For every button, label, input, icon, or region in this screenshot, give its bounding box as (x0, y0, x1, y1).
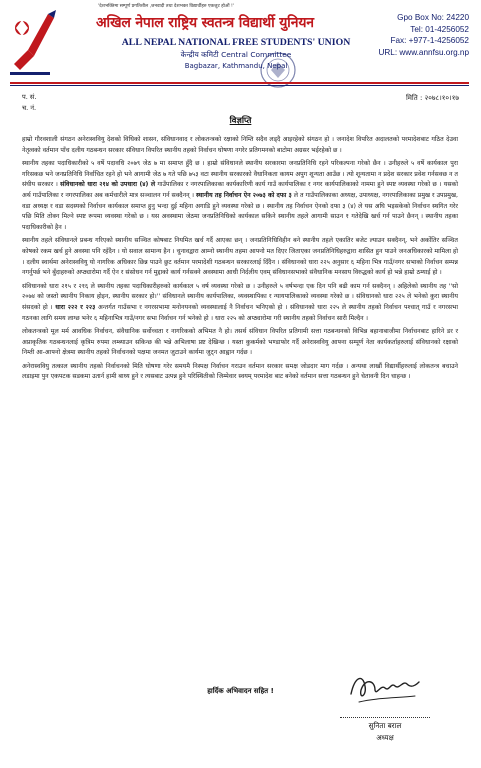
contact-block (349, 12, 469, 58)
telephone: Tel: 01-4256052 (410, 24, 469, 34)
document-heading: विज्ञप्ति (229, 115, 252, 125)
date-value: २०७८।१०।१७ (424, 94, 459, 102)
paragraph-2-part-c: गाउँपालिका र नगरपालिकाका कार्यकारिणी कार्य गाउँ कार्यपालिका र नगर कार्यपालिकाको नाममा हुने स्पष्ट व्यवस्था गरेको छ । यसको अर्थ गाउँपालिका र नगरपालिका अब कर्मचारीले मात्र सञ्चालन गर्न सक्दैनन् । (22, 181, 458, 199)
document-body (22, 135, 458, 386)
paragraph-1: हाम्रो गौरवशाली संगठन अनेरास्ववियु देशको विधिको शासन, संविधानवाद र लोकतन्त्रको रक्षाको निम्ति सदैव लड्दै आइरहेको संगठन हो । जनादेश विपरित अदालतको परमादेशबाट गठित देउवा नेतृत्वको वर्तमान पाँच दलीय गठबन्धन सरकार संविधान विपरित स्थानीय तहको निर्वाचन घोषणा नगरेर प्रतिगमनको बाटोमा अग्रसर भईरहेको छ । (22, 136, 458, 154)
paragraph-6: अनेरास्ववियु तत्काल स्थानीय तहको निर्वाचनको मिति घोषणा गरेर समयमै निस्पक्ष निर्वाचन गराउन वर्तमान सरकार समक्ष जोडदार माग गर्दछ । अन्यथा लाखौं विद्यार्थीहरुलाई लोकतन्त्र बचाउने लडाइमा पुन एकपटक सडकमा उतार्न हामी बाध्य हुने र त्यसबाट उत्पन्न हुने परिस्थितीको जिम्मेवार स्वयम् परमादेश बाट बनेको वर्तमान सत्ता गठबन्धन हुने चेतावनी दिन चाहन्छ । (22, 362, 458, 381)
paragraph-4-emphasis: धारा २२२ र २२३ (55, 303, 96, 311)
fax: Fax: +977-1-4256052 (390, 36, 469, 46)
reference-block (22, 92, 37, 114)
paragraph-2-part-a: स्थानीय तहका पदाधिकारीको ५ वर्षे पदावधि २०७९ जेठ ७ मा समाप्त हुँदै छ । हाम्रो संविधानले स्थानीय सरकारमा जनप्रतिनिधि रहने परिकल्पना गरेको छैन । उनीहरुले ५ वर्षे कार्यकाल पुरा गरिसकछ भने जनप्रतिनिधि निर्वाचित रहने हो भने आगामी जेठ ७ गते पछि ७५३ वटा स्थानीय सरकारको वैधानिकता कायम अपुग शून्यता आउँछ । त्यो शून्यतामा न प्रदेश सरकार प्रवेश गर्नसक्छ न त संघीय सरकार । (22, 160, 458, 189)
website-url: URL: www.annfsu.org.np (378, 47, 469, 57)
closing-greeting: हार्दिक अभिवादन सहित ! (207, 687, 274, 695)
patra-sankhya-label: प. सं. (22, 93, 37, 101)
po-box: Gpo Box No: 24220 (397, 13, 469, 22)
signature-line (340, 717, 430, 718)
paragraph-4-part-c: अन्तर्गत गाउँसभा र नगरसभामा मनोनयनको व्यवस्थालाई नै निर्वाचन भनिएको हो । संविधानको धारा २२५ ले स्थानीय तहको निर्वाचन पश्चात् गाउँ र नगरसभा गठनका लागि समय लाग्छ भनेर ६ महिनाभित्र गाउँ/नगर सभा निर्वाचन गर्न भनेको हो । धारा २२५ को अप्ठ्यारोमा गरी स्थानीय तहको निर्वाचन सारी मिल्दैन । (22, 303, 458, 322)
date-label: मिति : (405, 94, 423, 102)
org-name-nepali: अखिल नेपाल राष्ट्रिय स्वतन्त्र विद्यार्थी युनियन (96, 15, 314, 31)
paragraph-4 (22, 282, 458, 324)
signer-title: अध्यक्ष (376, 733, 394, 742)
letterhead-motto: 'देशभक्तिमा सम्पूर्ण प्रगतिशील ,जनवादी तथा देशभक्त विद्यार्थीहरु एकजुट होऔं !' (98, 4, 235, 9)
chalani-label: च. नं. (22, 104, 37, 112)
letterhead-divider-red (10, 82, 469, 84)
date-line (406, 94, 459, 103)
signer-name: सुनिता बराल (368, 721, 402, 730)
letterhead-divider-blue (10, 85, 469, 86)
office-stamp-icon (258, 50, 298, 90)
paragraph-2-emphasis-d: स्थानीय तह निर्वाचन ऐन २०७३ को दफा ३ (195, 191, 292, 199)
paragraph-4-part-a: संविधानको धारा २१५ र २१६ ले स्थानीय तहका पदाधिकारीहरुको कार्यकाल ५ वर्ष व्यवस्था गरेको छ । उनीहरुले ५ वर्षभन्दा एक दिन पनि बढी काम गर्न सक्दैनन् । अहिलेको स्थानीय तह ''सो २०७४ को जस्तो स्थानीय निकाय होइन, स्थानीय सरकार हो।'' संविधानले स्थानीय कार्यपालिका, व्यवस्थापिका र न्यायपालिकाको व्यवस्था गरेको छ । संविधानको धारा २२५ ले भनेको कुरा स्थानीय संसदको हो । (22, 282, 458, 311)
paragraph-2-emphasis-a: संविधानको धारा २१४ को उपधारा (४) ले (60, 181, 156, 189)
org-name-english: ALL NEPAL NATIONAL FREE STUDENTS' UNION (121, 37, 351, 48)
signature-icon (345, 664, 423, 710)
address-line: Bagbazar, Kathmandu, Nepal (184, 62, 288, 70)
paragraph-5: लोकतन्त्रको मूल मर्म आवधिक निर्वाचन, संवैधानिक सर्वोच्चता र नागरिकको अभिमत नै हो। तसर्थ संविधान विपरित प्रतिगामी सत्ता गठबन्धनको विभिन्न बहानाबाजीमा निर्वाचनबाट हारिने डर र अप्राकृतिक गठबन्धनलाई कृत्रिम रुपमा लम्ब्याउन सकिन्छ की भन्ने अभिलाषा प्रष्ट देखिन्छ । यस्ता कुकर्मको भण्डाफोर गर्दै अनेरास्ववियु आफ्ना सम्पूर्ण नेता कार्यकर्ताहरुलाई संविधानको रक्षाको निम्ती आ-आफ्नो क्षेत्रमा स्थानीय तहको निर्वाचनको पक्षमा जनमत जुटाउने कार्यमा जुट्न आह्वान गर्दछ । (22, 328, 458, 357)
union-logo-icon (4, 6, 60, 78)
paragraph-3: स्थानीय तहले संविधानले प्रबन्ध गरिएको स्थानीय सञ्चित कोषबाट नियमित खर्च गर्दै आएका छन् । जनप्रतिनिधिविहीन बने स्थानीय तहले एकातिर बजेट ल्याउन सक्दैनन्, भने अर्कोतिर सञ्चित कोषको रकम खर्च हुने अवस्था पनि रहँदैन । यो सवाल सामान्य हैन । चुनावद्वारा आम्नो स्थानीय तहमा आफ्नो मत दिएर जिताएका जनप्रतिनिधिहरुद्वारा शासित हुन पाउने जनअधिकारको मामिला हो । दलीय स्वार्थमा अनेरास्ववियु यो नागरिक अधिकार छिन्न पाउने छुट वर्तमान परमादेशी गठबन्धन सरकारलाई दिँदैन । संविधानको धारा २२५ अनुसार ६ महिना भित्र गाउँ/नगर सभाको निर्वाचन सम्पन्न नगर्नुपर्छ भने बुँदाहरुको अप्ठ्यारोमा गर्दै ऐन र संसोधन गर्न मुद्दाको कार्य गर्नसक्ने अवस्थामा आधी निर्दलीय एवम् संविधानसभाको संवैधानिक मनसाय विरुद्धको कार्य हो भन्ने हाम्रो ठम्याई हो । (22, 237, 458, 277)
office-line: केन्द्रीय कमिटी Central Committee (180, 50, 292, 59)
paragraph-2-part-e: ले त गाउँपालिकाका अध्यक्ष, उपाध्यक्ष, नगरपालिकाका प्रमुख र उपप्रमुख, वडा अध्यक्ष र वडा सदस्यको निर्वाचन कार्यकाल समाप्त हुनु भन्दा दुई महिना अगाडि हुने व्यवस्था गरेको छ । स्थानीय तह निर्वाचन ऐनको दफा ३ (४) ले यस अघि भइसकेको निर्वाचन स्थगित गरेर पछि मिति तोक्न मिल्ने स्पष्ट रूपमा व्यवस्था गरेको छ । यस अवस्थामा जेठमा जनप्रतिनिधिको कार्यकाल सकिने स्थानीय तहले आगामी साउन १ गतेदेखि खर्च गर्न पाउने छैनन् । स्थानीय तहका पदाधिकारीको हैन । (22, 191, 458, 231)
paragraph-2 (22, 159, 458, 233)
